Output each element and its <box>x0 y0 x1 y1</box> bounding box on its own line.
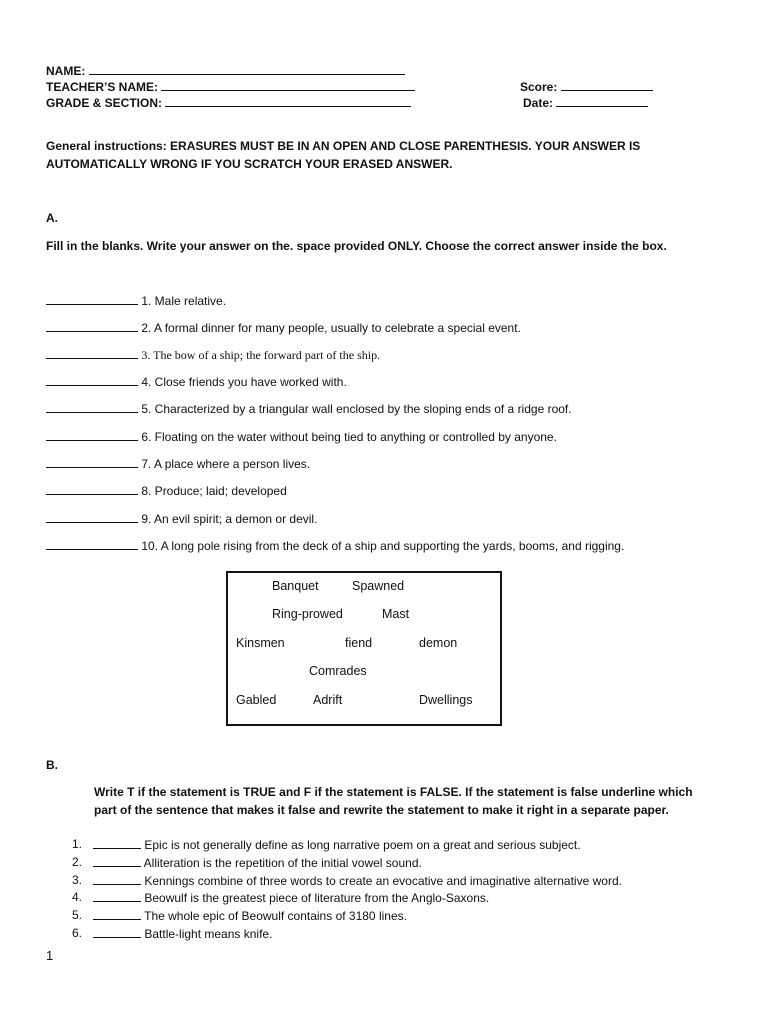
teacher-blank[interactable] <box>161 79 415 91</box>
instructions-line-2: AUTOMATICALLY WRONG IF YOU SCRATCH YOUR ERASED ANSWER. <box>46 157 453 171</box>
list-item <box>46 429 557 444</box>
item-text: 2. A formal dinner for many people, usually to celebrate a special event. <box>141 321 521 335</box>
grade-field <box>46 95 411 110</box>
section-a-label: A. <box>46 211 58 225</box>
tf-blank[interactable] <box>93 837 141 849</box>
table-row <box>0 908 768 924</box>
list-item <box>46 374 347 389</box>
answer-blank[interactable] <box>46 374 138 386</box>
answer-blank[interactable] <box>46 538 138 550</box>
answer-blank[interactable] <box>46 401 138 413</box>
item-text: 9. An evil spirit; a demon or devil. <box>141 512 318 526</box>
word-demon: demon <box>419 636 458 650</box>
tf-blank[interactable] <box>93 873 141 885</box>
list-item <box>46 511 317 526</box>
item-number: 2. <box>71 855 82 869</box>
item-text: 3. The bow of a ship; the forward part of the ship. <box>141 348 381 362</box>
section-b-instruction-line-2: part of the sentence that makes it false and rewrite the statement to make it right in a separate paper. <box>94 803 669 817</box>
word-kinsmen: Kinsmen <box>236 636 285 650</box>
answer-blank[interactable] <box>46 293 138 305</box>
item-text: 5. Characterized by a triangular wall enclosed by the sloping ends of a ridge roof. <box>141 402 572 416</box>
item-number: 6. <box>71 926 82 940</box>
item-text: 10. A long pole rising from the deck of a ship and supporting the yards, booms, and rigging. <box>141 539 625 553</box>
tf-blank[interactable] <box>93 908 141 920</box>
answer-blank[interactable] <box>46 347 138 359</box>
table-row <box>0 926 768 942</box>
grade-label: GRADE & SECTION: <box>46 96 163 110</box>
answer-blank[interactable] <box>46 429 138 441</box>
teacher-field <box>46 79 415 94</box>
item-text: 8. Produce; laid; developed <box>141 484 287 498</box>
list-item <box>46 538 624 553</box>
score-field <box>520 79 653 94</box>
statement-text: The whole epic of Beowulf contains of 3180 lines. <box>144 909 407 923</box>
tf-blank[interactable] <box>93 855 141 867</box>
word-banquet: Banquet <box>272 579 319 593</box>
list-item <box>46 401 572 416</box>
word-adrift: Adrift <box>313 693 343 707</box>
page-number: 1 <box>46 948 54 963</box>
word-dwellings: Dwellings <box>419 693 473 707</box>
name-blank[interactable] <box>89 63 405 75</box>
date-field <box>523 95 648 110</box>
item-number: 1. <box>71 837 82 851</box>
statement-text: Epic is not generally define as long narrative poem on a great and serious subject. <box>144 838 581 852</box>
item-text: 1. Male relative. <box>141 294 227 308</box>
word-box <box>226 571 502 726</box>
list-item <box>46 293 226 308</box>
item-text: 4. Close friends you have worked with. <box>141 375 347 389</box>
table-row <box>0 837 768 853</box>
word-spawned: Spawned <box>352 579 405 593</box>
table-row <box>0 890 768 906</box>
item-text: 6. Floating on the water without being tied to anything or controlled by anyone. <box>141 430 557 444</box>
teacher-label: TEACHER’S NAME: <box>46 80 159 94</box>
name-field <box>46 63 405 78</box>
table-row <box>0 855 768 871</box>
section-b-instruction-line-1: Write T if the statement is TRUE and F if the statement is FALSE. If the statement is false underline which <box>94 785 693 799</box>
name-label: NAME: <box>46 64 86 78</box>
grade-blank[interactable] <box>165 95 411 107</box>
answer-blank[interactable] <box>46 320 138 332</box>
word-comrades: Comrades <box>309 664 367 678</box>
list-item <box>46 483 287 498</box>
statement-text: Beowulf is the greatest piece of literature from the Anglo-Saxons. <box>144 891 490 905</box>
list-item <box>46 347 380 363</box>
item-text: 7. A place where a person lives. <box>141 457 311 471</box>
list-item <box>46 320 521 335</box>
score-label: Score: <box>520 80 558 94</box>
section-b-label: B. <box>46 758 58 772</box>
answer-blank[interactable] <box>46 456 138 468</box>
answer-blank[interactable] <box>46 483 138 495</box>
word-mast: Mast <box>382 607 410 621</box>
word-fiend: fiend <box>345 636 373 650</box>
section-a-instruction: Fill in the blanks. Write your answer on the. space provided ONLY. Choose the correct answer inside the box. <box>46 239 667 253</box>
item-number: 3. <box>71 873 82 887</box>
date-blank[interactable] <box>556 95 648 107</box>
table-row <box>0 873 768 889</box>
instructions-line-1: General instructions: ERASURES MUST BE IN AN OPEN AND CLOSE PARENTHESIS. YOUR ANSWER IS <box>46 139 641 153</box>
tf-blank[interactable] <box>93 890 141 902</box>
word-ring-prowed: Ring-prowed <box>272 607 343 621</box>
list-item <box>46 456 310 471</box>
item-number: 5. <box>71 908 82 922</box>
statement-text: Kennings combine of three words to create an evocative and imaginative alternative word. <box>144 874 622 888</box>
statement-text: Battle-light means knife. <box>144 927 273 941</box>
score-blank[interactable] <box>561 79 653 91</box>
word-gabled: Gabled <box>236 693 277 707</box>
tf-blank[interactable] <box>93 926 141 938</box>
statement-text: Alliteration is the repetition of the initial vowel sound. <box>143 856 422 870</box>
date-label: Date: <box>523 96 554 110</box>
answer-blank[interactable] <box>46 511 138 523</box>
item-number: 4. <box>71 890 82 904</box>
